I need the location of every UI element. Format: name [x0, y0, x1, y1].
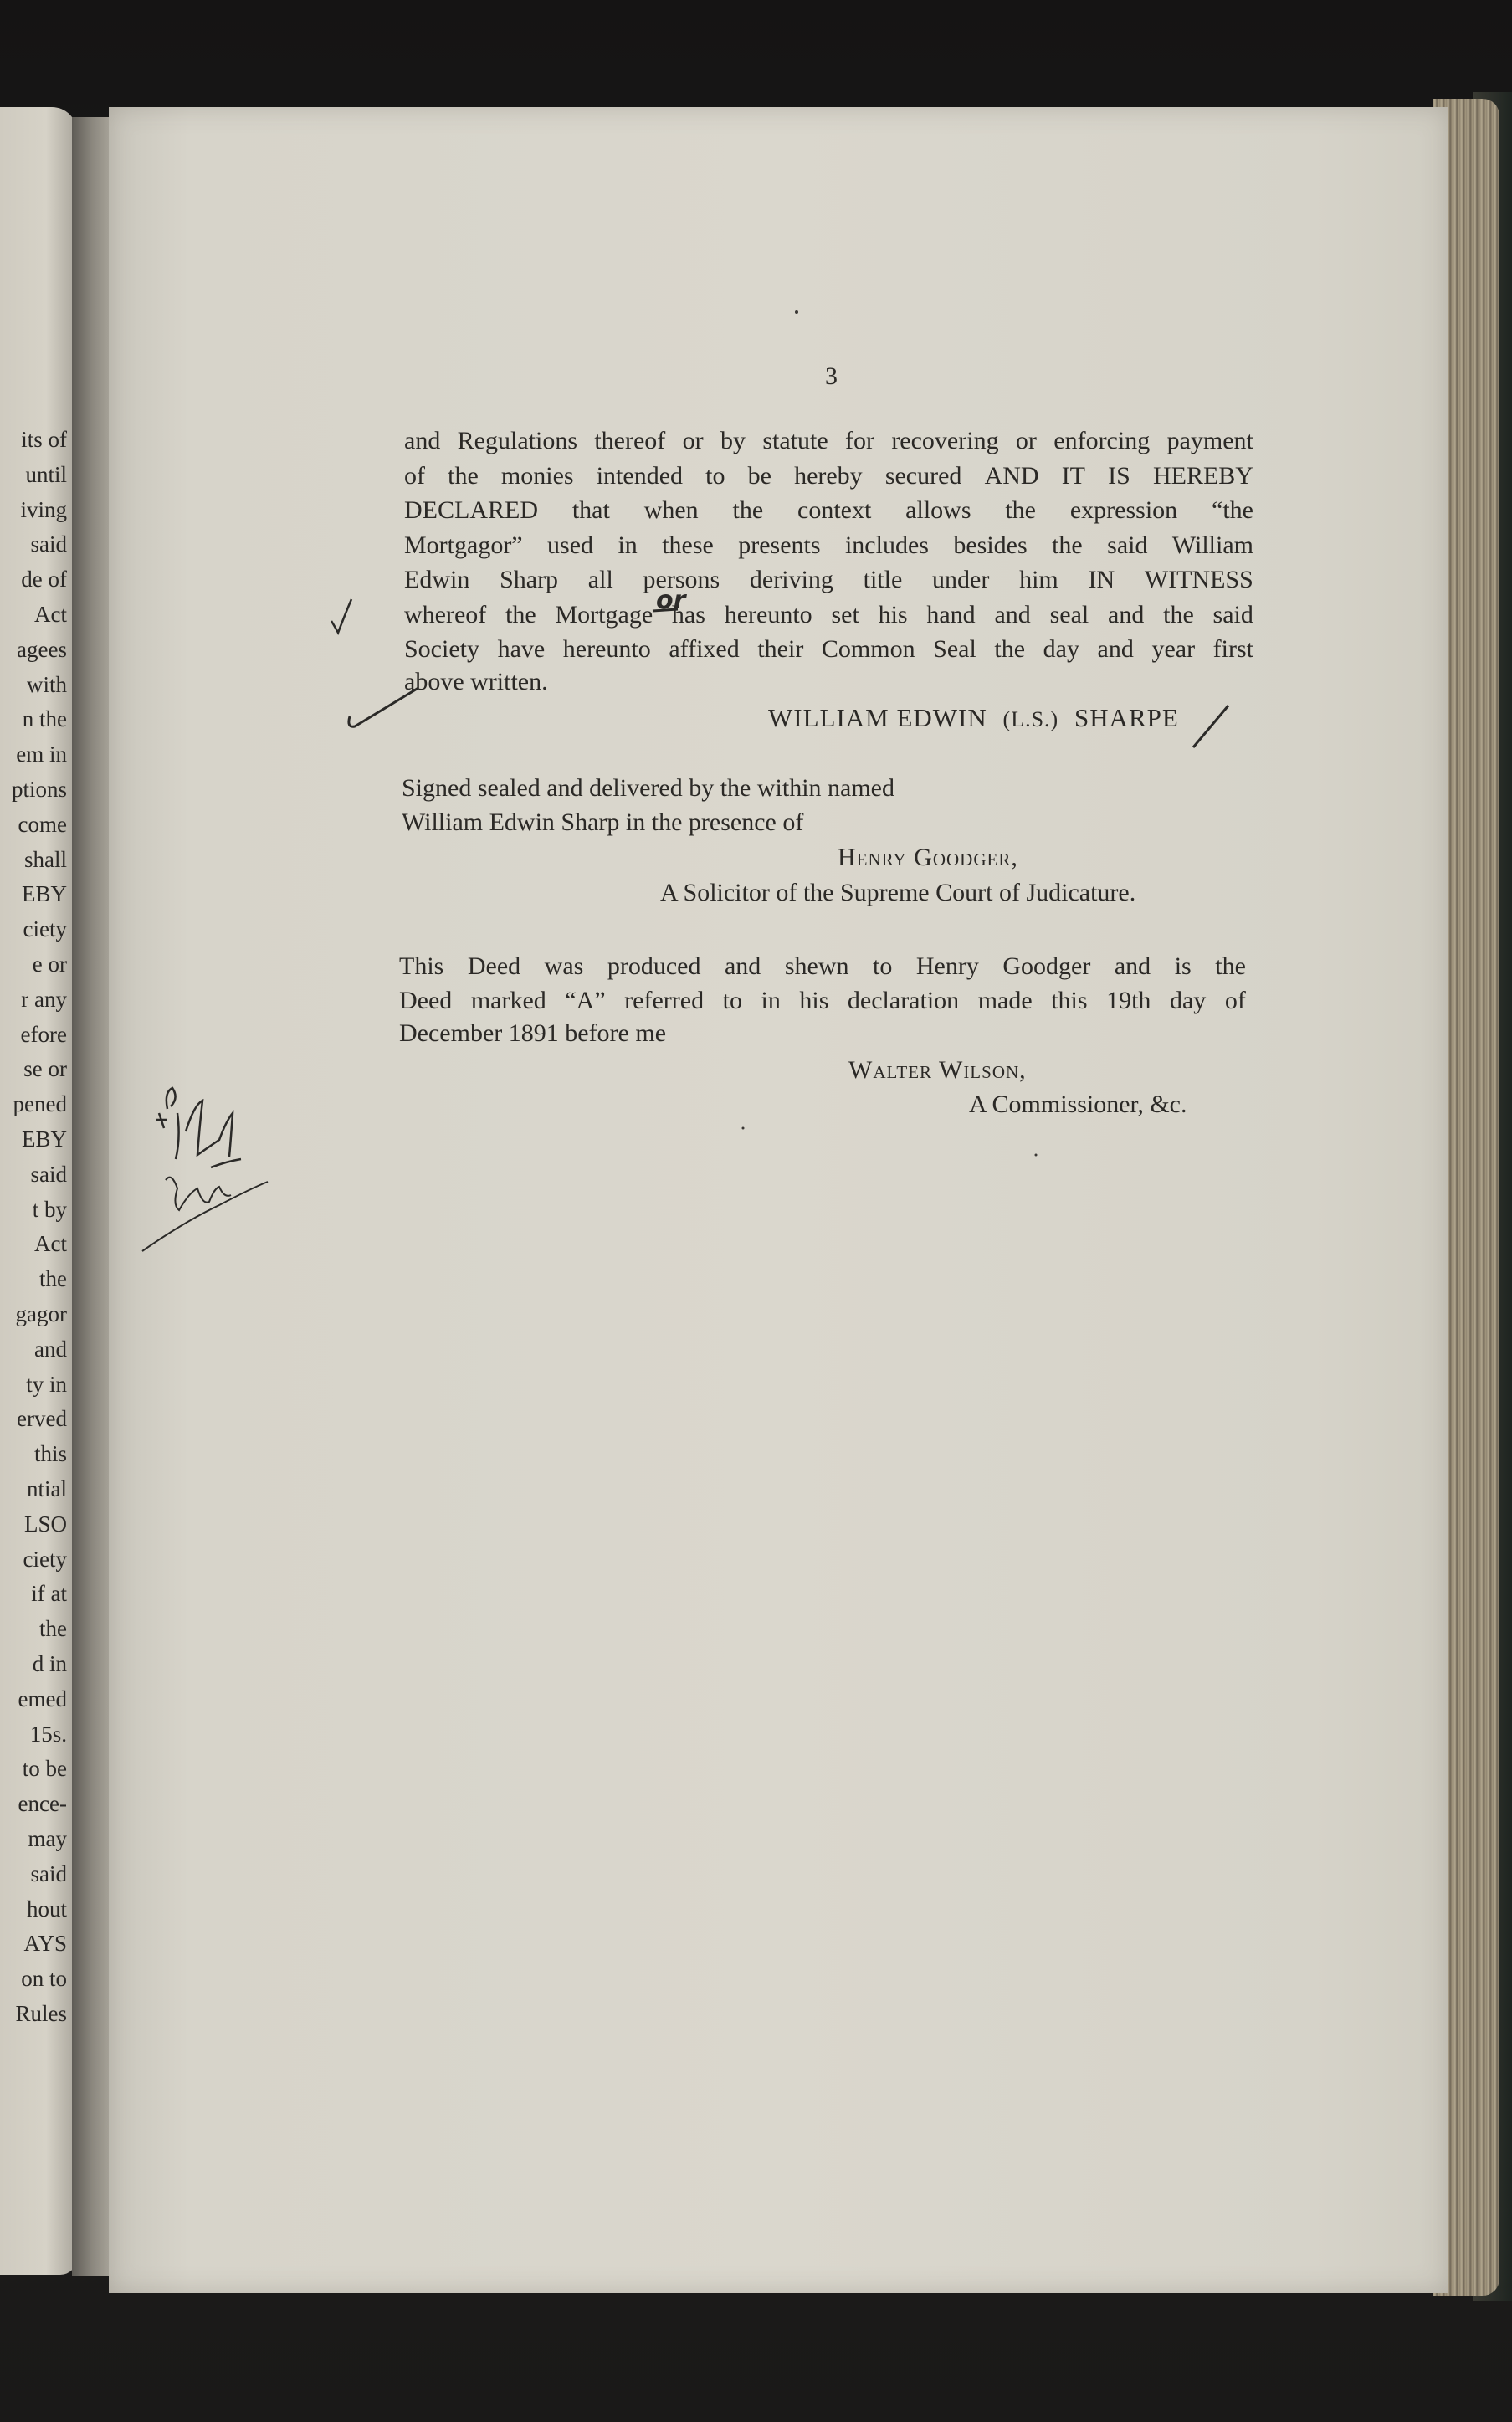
- word: intended: [596, 461, 684, 490]
- word: Mortgage: [555, 600, 653, 629]
- word: Seal: [933, 635, 976, 663]
- word: their: [757, 635, 804, 663]
- word: hereby: [794, 461, 863, 490]
- left-page-fragment: and: [34, 1336, 67, 1362]
- word: IT: [1061, 461, 1086, 490]
- signature-line: [768, 703, 1179, 733]
- left-page-fragment: pened: [13, 1091, 67, 1117]
- left-page-fragment: the: [39, 1266, 67, 1292]
- word: that: [571, 496, 610, 524]
- signature-name-right: SHARPE: [1074, 703, 1179, 732]
- word: WITNESS: [1144, 566, 1253, 593]
- left-page-fragment: r any: [21, 986, 67, 1012]
- left-page-fragment: de of: [21, 567, 67, 593]
- word: to: [705, 461, 725, 490]
- left-page-fragment: said: [30, 1860, 67, 1886]
- word: or: [1015, 427, 1037, 454]
- word: William: [1171, 531, 1253, 559]
- word: Henry: [915, 952, 979, 980]
- left-page-fragment: e or: [32, 952, 67, 977]
- left-page-fragment: Act: [34, 1231, 67, 1257]
- left-page-fragment: its of: [21, 427, 67, 452]
- word: “A”: [565, 986, 606, 1014]
- declaration-line: [399, 986, 1246, 1016]
- word: have: [497, 635, 546, 663]
- word: thereof: [594, 427, 666, 454]
- word: AND: [984, 461, 1039, 490]
- word: of: [404, 461, 425, 490]
- word: “the: [1212, 496, 1253, 524]
- word: produced: [607, 952, 701, 980]
- attestation-line-2: William Edwin Sharp in the presence of: [402, 808, 804, 836]
- word: the: [505, 600, 536, 629]
- word: allows: [905, 496, 971, 524]
- word: and: [994, 600, 1031, 629]
- left-page-fragment: with: [26, 671, 67, 697]
- left-page-fragment: the: [39, 1616, 67, 1642]
- word: payment: [1166, 427, 1253, 454]
- word: set: [831, 600, 859, 629]
- word: HEREBY: [1152, 461, 1253, 490]
- declaration-line: [399, 952, 1246, 982]
- left-page-fragment: EBY: [22, 1126, 67, 1152]
- word: these: [662, 531, 714, 559]
- word: 19th: [1106, 986, 1151, 1014]
- word: Sharp: [500, 566, 559, 593]
- left-page-fragment: hout: [26, 1896, 67, 1922]
- word: hereunto: [724, 600, 812, 629]
- left-page-fragment: said: [30, 1161, 67, 1187]
- left-page-fragment: until: [25, 461, 67, 487]
- left-page-fragment: LSO: [23, 1511, 67, 1537]
- body-line: [404, 600, 1253, 630]
- left-page-fragment: Rules: [15, 2001, 67, 2026]
- word: IS: [1108, 461, 1130, 490]
- word: and: [724, 952, 761, 980]
- left-page-fragment: EBY: [22, 881, 67, 907]
- left-page-fragment: gagor: [15, 1301, 67, 1326]
- left-page-fragment: ciety: [23, 916, 67, 942]
- word: Common: [821, 635, 915, 663]
- left-page: [0, 107, 77, 2275]
- word: or: [682, 427, 704, 454]
- handwritten-correction: or: [656, 586, 686, 615]
- left-page-fragment: iving: [20, 496, 67, 522]
- left-page-fragment: efore: [20, 1021, 67, 1047]
- body-line: [404, 634, 1253, 665]
- left-page-fragment: said: [30, 531, 67, 557]
- word: when: [643, 496, 699, 524]
- word: DECLARED: [404, 496, 538, 524]
- word: the: [448, 461, 479, 490]
- word: the: [732, 496, 764, 524]
- word: besides: [953, 531, 1028, 559]
- word: year: [1151, 635, 1196, 663]
- word: secured: [884, 461, 962, 490]
- word: his: [878, 600, 908, 629]
- left-page-fragment: Act: [34, 602, 67, 627]
- word: was: [544, 952, 584, 980]
- word: includes: [844, 531, 929, 559]
- word: the: [1005, 496, 1036, 524]
- left-page-fragment: erved: [17, 1406, 67, 1432]
- word: referred: [624, 986, 705, 1014]
- left-page-fragment: n the: [22, 706, 67, 732]
- word: deriving: [749, 566, 833, 593]
- word: this: [1051, 986, 1088, 1014]
- left-page-fragment: ciety: [23, 1546, 67, 1572]
- word: him: [1019, 566, 1058, 593]
- word: hand: [926, 600, 976, 629]
- word: Goodger: [1002, 952, 1091, 980]
- word: statute: [762, 427, 828, 454]
- left-page-fragment: ence-: [18, 1791, 67, 1817]
- left-page-fragment: ty in: [26, 1371, 67, 1397]
- word: expression: [1069, 496, 1178, 524]
- word: Edwin: [404, 566, 470, 593]
- left-page-fragment: ntial: [27, 1476, 67, 1501]
- body-line: [404, 531, 1253, 561]
- word: declaration: [847, 986, 960, 1014]
- word: hereunto: [562, 635, 651, 663]
- word: context: [797, 496, 872, 524]
- body-line: [404, 426, 1253, 456]
- left-page-fragment: se or: [23, 1056, 67, 1082]
- seal-mark: (L.S.): [1002, 707, 1059, 731]
- word: has: [671, 600, 705, 629]
- word: Society: [404, 635, 479, 663]
- word: IN: [1088, 566, 1115, 593]
- left-page-fragment: AYS: [23, 1931, 67, 1957]
- left-page-fragment: emed: [18, 1686, 67, 1711]
- witness-title: A Solicitor of the Supreme Court of Judicature.: [660, 879, 1136, 906]
- left-page-fragment: to be: [22, 1756, 67, 1782]
- left-page-fragment: em in: [16, 741, 67, 767]
- left-page-fragment: shall: [24, 846, 67, 872]
- left-page-fragment: may: [28, 1826, 67, 1851]
- word: and: [1108, 600, 1145, 629]
- word: his: [799, 986, 829, 1014]
- word: the: [1052, 531, 1083, 559]
- body-line: [404, 565, 1253, 595]
- left-page-fragment: come: [18, 811, 67, 837]
- left-page-fragment: t by: [32, 1196, 67, 1222]
- left-page-fragment: ptions: [11, 777, 67, 802]
- word: in: [761, 986, 781, 1014]
- word: be: [747, 461, 771, 490]
- word: the: [1163, 600, 1194, 629]
- word: Deed: [467, 952, 521, 980]
- declaration-last-line: December 1891 before me: [399, 1019, 667, 1047]
- word: in: [618, 531, 638, 559]
- word: shewn: [784, 952, 849, 980]
- word: used: [547, 531, 594, 559]
- word: said: [1212, 600, 1253, 629]
- body-line: [404, 495, 1253, 526]
- word: is: [1174, 952, 1192, 980]
- word: under: [932, 566, 990, 593]
- word: said: [1107, 531, 1148, 559]
- word: seal: [1049, 600, 1089, 629]
- word: recovering: [891, 427, 999, 454]
- word: day: [1043, 635, 1079, 663]
- word: affixed: [669, 635, 740, 663]
- word: to: [873, 952, 893, 980]
- word: This: [399, 952, 444, 980]
- body-line: [404, 461, 1253, 491]
- word: all: [587, 566, 613, 593]
- page-number: 3: [825, 362, 838, 390]
- witness-name: Henry Goodger,: [838, 844, 1018, 871]
- left-page-fragment: if at: [31, 1581, 67, 1607]
- word: marked: [470, 986, 546, 1014]
- word: whereof: [404, 600, 487, 629]
- word: of: [1224, 986, 1246, 1014]
- word: made: [977, 986, 1033, 1014]
- word: presents: [738, 531, 821, 559]
- word: to: [722, 986, 742, 1014]
- left-page-fragment: this: [33, 1441, 67, 1467]
- word: and: [1114, 952, 1151, 980]
- body-last-line: above written.: [404, 668, 548, 695]
- word: Deed: [399, 986, 453, 1014]
- left-page-fragment: 15s.: [29, 1721, 67, 1747]
- word: day: [1169, 986, 1207, 1014]
- word: Regulations: [457, 427, 577, 454]
- commissioner-name: Walter Wilson,: [848, 1056, 1027, 1084]
- left-page-fragment: agees: [17, 636, 67, 662]
- word: the: [994, 635, 1026, 663]
- word: and: [1097, 635, 1134, 663]
- commissioner-title: A Commissioner, &c.: [969, 1090, 1187, 1118]
- word: title: [863, 566, 903, 593]
- word: persons: [643, 566, 720, 593]
- word: monies: [500, 461, 574, 490]
- left-page-fragment: d in: [32, 1651, 67, 1676]
- word: by: [720, 427, 746, 454]
- word: first: [1212, 635, 1253, 663]
- signature-name-left: WILLIAM EDWIN: [768, 703, 987, 732]
- left-page-fragment: on to: [21, 1966, 67, 1992]
- word: enforcing: [1053, 427, 1151, 454]
- word: for: [844, 427, 874, 454]
- word: Mortgagor”: [404, 531, 523, 559]
- attestation-line-1: Signed sealed and delivered by the within named: [402, 774, 894, 802]
- word: the: [1215, 952, 1246, 980]
- word: and: [404, 427, 441, 454]
